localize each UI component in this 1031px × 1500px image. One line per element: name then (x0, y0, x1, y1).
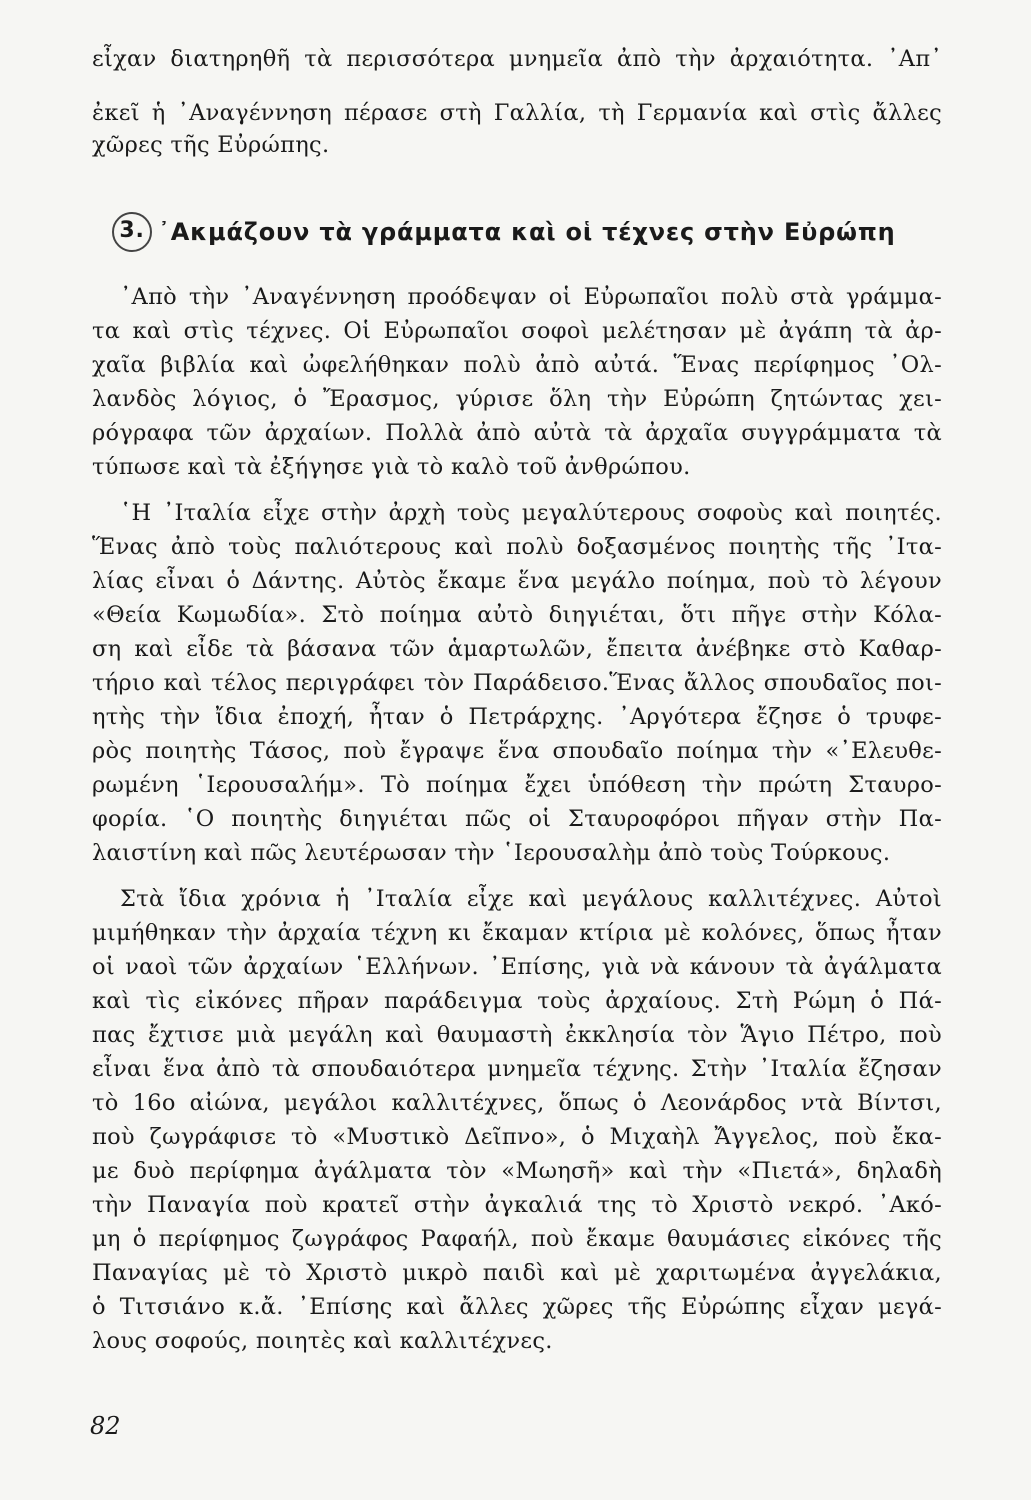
paragraph-line: τύπωσε καὶ τὰ ἐξήγησε γιὰ τὸ καλὸ τοῦ ἀνθρώπου. (92, 454, 691, 480)
paragraph-line: ρόγραφα τῶν ἀρχαίων. Πολλὰ ἀπὸ αὐτὰ τὰ ἀρχαῖα συγγράμματα τὰ (92, 420, 942, 446)
paragraph-line: ῾Η ᾿Ιταλία εἶχε στὴν ἀρχὴ τοὺς μεγαλύτερους σοφοὺς καὶ ποιητές. (120, 500, 942, 526)
paragraph-line: Παναγίας μὲ τὸ Χριστὸ μικρὸ παιδὶ καὶ μὲ χαριτωμένα ἀγγελάκια, (92, 1260, 942, 1286)
paragraph-line: τὴν Παναγία ποὺ κρατεῖ στὴν ἀγκαλιά της τὸ Χριστὸ νεκρό. ᾿Ακό- (92, 1192, 942, 1218)
paragraph-line: Στὰ ἴδια χρόνια ἡ ᾿Ιταλία εἶχε καὶ μεγάλους καλλιτέχνες. Αὐτοὶ (120, 886, 942, 912)
paragraph-line: μιμήθηκαν τὴν ἀρχαία τέχνη κι ἔκαμαν κτίρια μὲ κολόνες, ὅπως ἦταν (92, 920, 942, 946)
paragraph-line: λίας εἶναι ὁ Δάντης. Αὐτὸς ἔκαμε ἕνα μεγάλο ποίημα, ποὺ τὸ λέγουν (92, 568, 942, 594)
paragraph-line: ση καὶ εἶδε τὰ βάσανα τῶν ἁμαρτωλῶν, ἔπειτα ἀνέβηκε στὸ Καθαρ- (92, 636, 942, 662)
page-number: 82 (90, 1412, 121, 1440)
paragraph-line: ρὸς ποιητὴς Τάσος, ποὺ ἔγραψε ἕνα σπουδαῖο ποίημα τὴν «᾿Ελευθε- (92, 738, 942, 764)
paragraph-line: φορία. ῾Ο ποιητὴς διηγιέται πῶς οἱ Σταυροφόροι πῆγαν στὴν Πα- (92, 806, 942, 832)
paragraph-line: ὁ Τιτσιάνο κ.ἄ. ᾿Επίσης καὶ ἄλλες χῶρες τῆς Εὐρώπης εἶχαν μεγά- (92, 1294, 942, 1320)
paragraph-line: λους σοφούς, ποιητὲς καὶ καλλιτέχνες. (92, 1328, 553, 1354)
paragraph-line: καὶ τὶς εἰκόνες πῆραν παράδειγμα τοὺς ἀρχαίους. Στὴ Ρώμη ὁ Πά- (92, 988, 942, 1014)
paragraph-line: τα καὶ στὶς τέχνες. Οἱ Εὐρωπαῖοι σοφοὶ μελέτησαν μὲ ἀγάπη τὰ ἀρ- (92, 318, 942, 344)
paragraph-line: οἱ ναοὶ τῶν ἀρχαίων ῾Ελλήνων. ᾿Επίσης, γιὰ νὰ κάνουν τὰ ἀγάλματα (92, 954, 942, 980)
paragraph-line: ητὴς τὴν ἴδια ἐποχή, ἦταν ὁ Πετράρχης. ᾿Αργότερα ἔζησε ὁ τρυφε- (92, 704, 942, 730)
paragraph-line: μη ὁ περίφημος ζωγράφος Ραφαήλ, ποὺ ἔκαμε θαυμάσιες εἰκόνες τῆς (92, 1226, 942, 1252)
intro-line-3: χῶρες τῆς Εὐρώπης. (92, 132, 330, 158)
paragraph-line: πας ἔχτισε μιὰ μεγάλη καὶ θαυμαστὴ ἐκκλησία τὸν Ἅγιο Πέτρο, ποὺ (92, 1022, 942, 1048)
paragraph-line: τὸ 16ο αἰώνα, μεγάλοι καλλιτέχνες, ὅπως ὁ Λεονάρδος ντὰ Βίντσι, (92, 1090, 942, 1116)
paragraph-line: εἶναι ἕνα ἀπὸ τὰ σπουδαιότερα μνημεῖα τέχνης. Στὴν ᾿Ιταλία ἔζησαν (92, 1056, 942, 1082)
paragraph-line: «Θεία Κωμωδία». Στὸ ποίημα αὐτὸ διηγιέται, ὅτι πῆγε στὴν Κόλα- (92, 602, 942, 628)
paragraph-line: ρωμένη ῾Ιερουσαλήμ». Τὸ ποίημα ἔχει ὑπόθεση τὴν πρώτη Σταυρο- (92, 772, 942, 798)
paragraph-line: ᾿Απὸ τὴν ᾿Αναγέννηση προόδεψαν οἱ Εὐρωπαῖοι πολὺ στὰ γράμμα- (120, 284, 942, 310)
intro-line-1: εἶχαν διατηρηθῆ τὰ περισσότερα μνημεῖα ἀπὸ τὴν ἀρχαιότητα. ᾿Απ᾿ (92, 46, 942, 72)
paragraph-line: λαιστίνη καὶ πῶς λευτέρωσαν τὴν ῾Ιερουσαλὴμ ἀπὸ τοὺς Τούρκους. (92, 840, 891, 866)
paragraph-line: χαῖα βιβλία καὶ ὠφελήθηκαν πολὺ ἀπὸ αὐτά. Ἕνας περίφημος ᾿Ολ- (92, 352, 942, 378)
section-number: 3. (112, 212, 152, 252)
paragraph-line: Ἕνας ἀπὸ τοὺς παλιότερους καὶ πολὺ δοξασμένος ποιητὴς τῆς ᾿Ιτα- (92, 534, 942, 560)
section-heading (112, 212, 896, 252)
section-title: ᾿Ακμάζουν τὰ γράμματα καὶ οἱ τέχνες στὴν Εὐρώπη (158, 218, 896, 246)
paragraph-line: ποὺ ζωγράφισε τὸ «Μυστικὸ Δεῖπνο», ὁ Μιχαὴλ Ἄγγελος, ποὺ ἔκα- (92, 1124, 942, 1150)
intro-line-2: ἐκεῖ ἡ ᾿Αναγέννηση πέρασε στὴ Γαλλία, τὴ Γερμανία καὶ στὶς ἄλλες (92, 100, 942, 126)
paragraph-line: τήριο καὶ τέλος περιγράφει τὸν Παράδεισο.Ἕνας ἄλλος σπουδαῖος ποι- (92, 670, 942, 696)
paragraph-line: με δυὸ περίφημα ἀγάλματα τὸν «Μωησῆ» καὶ τὴν «Πιετά», δηλαδὴ (92, 1158, 942, 1184)
paragraph-line: λανδὸς λόγιος, ὁ Ἔρασμος, γύρισε ὅλη τὴν Εὐρώπη ζητώντας χει- (92, 386, 942, 412)
